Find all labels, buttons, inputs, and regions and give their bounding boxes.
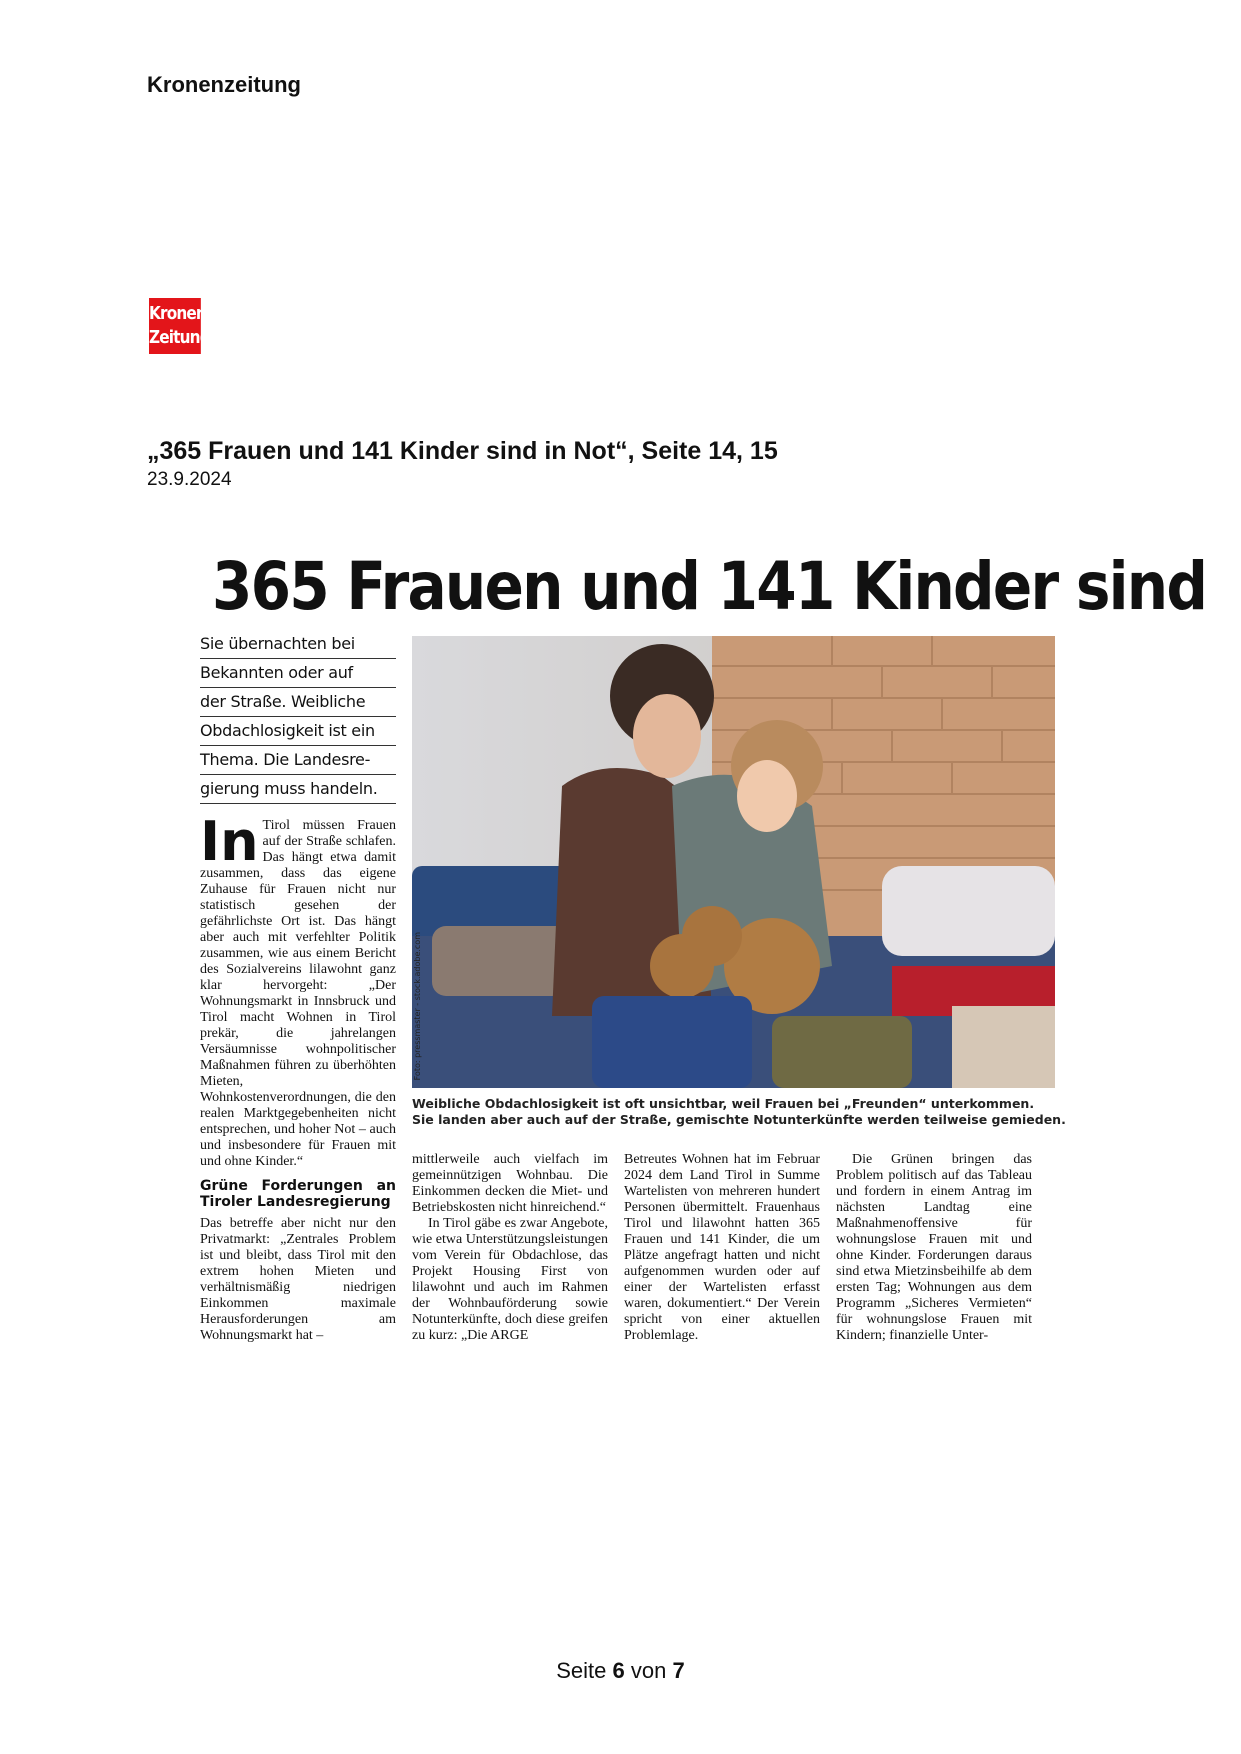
lead-line: Bekannten oder auf (200, 659, 396, 688)
photo-caption (412, 1096, 1066, 1128)
lead-line: der Straße. Weibliche (200, 688, 396, 717)
drop-cap: In (200, 810, 259, 873)
footer-middle: von (630, 1658, 667, 1683)
article-subheading: Grüne Forderungen an Tiroler Landesregierung (200, 1178, 396, 1210)
kronen-zeitung-logo (149, 298, 210, 354)
lead-line: Obdachlosigkeit ist ein (200, 717, 396, 746)
page-footer (0, 1658, 1241, 1684)
logo-line-2: Zeitung (149, 327, 210, 348)
newspaper-article (200, 540, 1207, 1380)
column-2-paragraph-1: mittlerweile auch vielfach im gemeinnützigen Wohnbau. Die Einkommen decken die Miet- und Betriebskosten nicht hinreichend.“ (412, 1152, 608, 1215)
article-headline: 365 Frauen und 141 Kinder sind (212, 548, 1207, 625)
article-column-4 (836, 1152, 1032, 1344)
column-4-paragraph-1: Die Grünen bringen das Problem politisch auf das Tableau und fordern in einem Antrag im nächsten Landtag eine Maßnahmenoffensive für wohnungslose Frauen mit und ohne Kinder. Forderungen daraus sind etwa Mietzinsbeihilfe ab dem ersten Tag; Wohnungen aus dem Programm „Sicheres Vermieten“ für wohnungslose Frauen mit Kindern; finanzielle Unter- (836, 1152, 1032, 1343)
mother-child-photo-illustration (412, 636, 1055, 1088)
article-lead (200, 630, 396, 804)
column-1-paragraph-2: Das betreffe aber nicht nur den Privatmarkt: „Zentrales Problem ist und bleibt, dass Tirol mit den extrem hohen Mieten und verhältnismäßig niedrigen Einkommen maximale Herausforderungen am Wohnungsmarkt hat – (200, 1216, 396, 1343)
article-photo (412, 636, 1055, 1088)
footer-current-page: 6 (612, 1658, 625, 1683)
article-column-3 (624, 1152, 820, 1344)
caption-line-2: Sie landen aber auch auf der Straße, gemischte Notunterkünfte werden teilweise gemieden. (412, 1112, 1066, 1127)
column-2-paragraph-2: In Tirol gäbe es zwar Angebote, wie etwa Unterstützungsleistungen vom Verein für Obdachlose, das Projekt Housing First von lilawohnt und auch im Rahmen der Wohnbauförderung sowie Notunterkünfte, doch diese greifen zu kurz: „Die ARGE (412, 1216, 608, 1343)
lead-line: gierung muss handeln. (200, 775, 396, 804)
lead-line: Sie übernachten bei (200, 630, 396, 659)
publication-name: Kronenzeitung (147, 72, 301, 97)
article-column-2 (412, 1152, 608, 1344)
clip-title: „365 Frauen und 141 Kinder sind in Not“, Seite 14, 15 (147, 437, 778, 465)
logo-line-1: Kronen (149, 303, 206, 324)
footer-total-pages: 7 (672, 1658, 685, 1683)
article-column-1 (200, 810, 396, 1344)
lead-line: Thema. Die Landesre- (200, 746, 396, 775)
column-1-paragraph-1: Tirol müssen Frauen auf der Straße schlafen. Das hängt etwa damit zusammen, dass das eigene Zuhause für Frauen nicht nur statistisch gesehen der gefährlichste Ort ist. Das hängt aber auch mit verfehlter Politik zusammen, wie aus einem Bericht des Sozialvereins lilawohnt ganz klar hervorgeht: „Der Wohnungsmarkt in Innsbruck und Tirol macht Wohnen in Tirol prekär, die jahrelangen Versäumnisse wohnpolitischer Maßnahmen führen zu überhöhten Mieten, Wohnkostenverordnungen, die den realen Marktgegebenheiten nicht entsprechen, und hoher Not – auch und insbesondere für Frauen mit und ohne Kinder.“ (200, 818, 396, 1169)
footer-prefix: Seite (556, 1658, 607, 1683)
caption-line-1: Weibliche Obdachlosigkeit ist oft unsichtbar, weil Frauen bei „Freunden“ unterkommen. (412, 1096, 1035, 1111)
clip-date: 23.9.2024 (147, 469, 232, 490)
photo-credit: Foto: pressmaster - stock.adobe.com (413, 931, 422, 1080)
column-3-paragraph-1: Betreutes Wohnen hat im Februar 2024 dem Land Tirol in Summe Wartelisten von mehreren hundert Personen übermittelt. Frauenhaus Tirol und lilawohnt hatten 365 Frauen und 141 Kinder, die um Plätze angefragt hatten und nicht aufgenommen wurden oder auf einer der Wartelisten erfasst waren, dokumentiert.“ Der Verein spricht von einer aktuellen Problemlage. (624, 1152, 820, 1343)
